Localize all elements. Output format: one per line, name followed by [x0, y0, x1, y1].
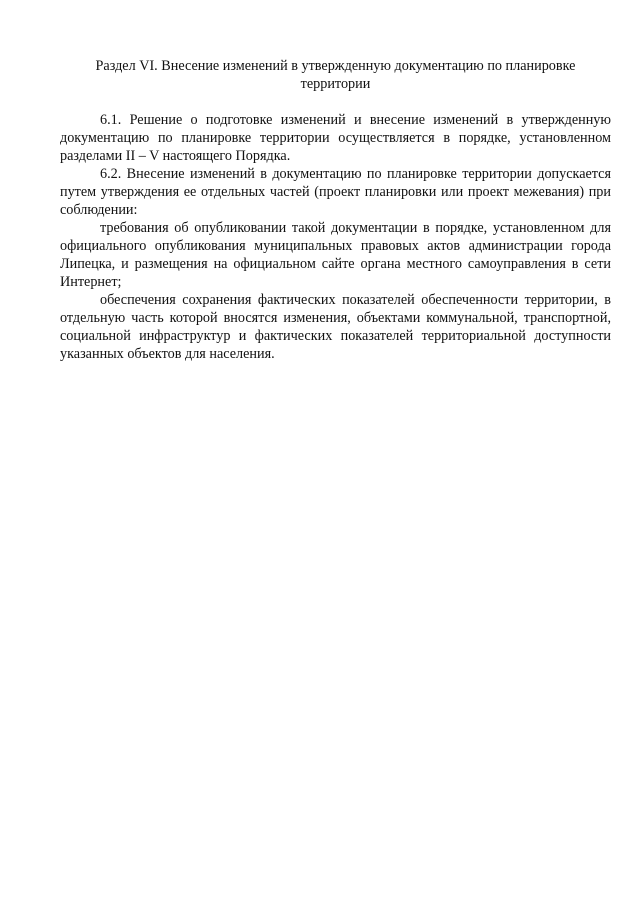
- paragraph-publication-requirement: требования об опубликовании такой документации в порядке, установленном для официального опубликования муниципальных правовых актов администрации города Липецка, и размещения на официальном сайте органа местного самоуправления в сети Интернет;: [60, 220, 611, 290]
- paragraph-indicators-requirement: обеспечения сохранения фактических показателей обеспеченности территории, в отдельную часть которой вносятся изменения, объектами коммунальной, транспортной, социальной инфраструктур и фактических показателей территориальной доступности указанных объектов для населения.: [60, 292, 611, 362]
- paragraph-6-1: 6.1. Решение о подготовке изменений и внесение изменений в утвержденную документацию по планировке территории осуществляется в порядке, установленном разделами II – V настоящего Порядка.: [60, 112, 611, 164]
- paragraph-6-2: 6.2. Внесение изменений в документацию по планировке территории допускается путем утверждения ее отдельных частей (проект планировки или проект межевания) при соблюдении:: [60, 166, 611, 218]
- document-content: [60, 57, 611, 363]
- section-title: Раздел VI. Внесение изменений в утвержденную документацию по планировке территории: [95, 58, 576, 92]
- title-spacer: [60, 93, 611, 111]
